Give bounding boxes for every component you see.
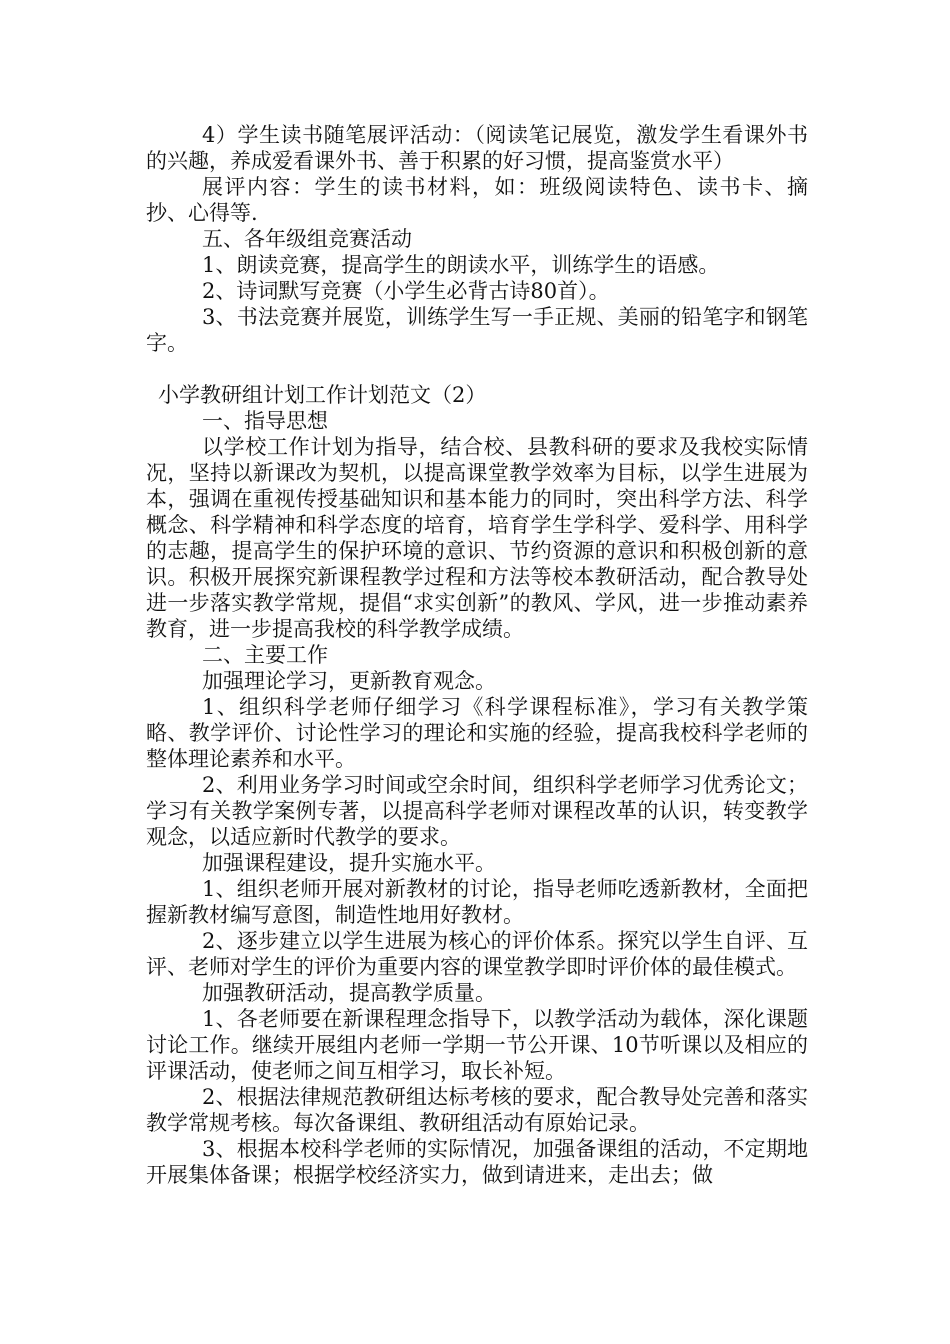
paragraph-exhibit-content: 展评内容：学生的读书材料，如：班级阅读特色、读书卡、摘抄、心得等.	[146, 175, 808, 225]
paragraph-curriculum-item-2: 2、逐步建立以学生进展为核心的评价体系。探究以学生自评、互评、老师对学生的评价为重要内容的课堂教学即时评价体的最佳模式。	[146, 929, 808, 979]
document-body	[146, 122, 808, 1188]
paragraph-calligraphy-contest: 3、书法竞赛并展览，训练学生写一手正规、美丽的铅笔字和钢笔字。	[146, 305, 808, 355]
paragraph-theory-item-1: 1、组织科学老师仔细学习《科学课程标准》，学习有关教学策略、教学评价、讨论性学习的理论和实施的经验，提高我校科学老师的整体理论素养和水平。	[146, 695, 808, 771]
paragraph-reading-notes: 4）学生读书随笔展评活动：（阅读笔记展览，激发学生看课外书的兴趣，养成爱看课外书、善于积累的好习惯，提高鉴赏水平）	[146, 123, 808, 173]
heading-grade-competitions: 五、各年级组竞赛活动	[202, 227, 412, 251]
paragraph-teaching-research: 加强教研活动，提高教学质量。	[202, 981, 496, 1005]
paragraph-reading-contest: 1、朗读竞赛，提高学生的朗读水平，训练学生的语感。	[202, 253, 720, 277]
heading-main-work: 二、主要工作	[202, 643, 328, 667]
paragraph-theory-item-2: 2、利用业务学习时间或空余时间，组织科学老师学习优秀论文；学习有关教学案例专著，以提高科学老师对课程改革的认识，转变教学观念，以适应新时代教学的要求。	[146, 773, 808, 849]
paragraph-theory-study: 加强理论学习，更新教育观念。	[202, 669, 496, 693]
paragraph-research-item-2: 2、根据法律规范教研组达标考核的要求，配合教导处完善和落实教学常规考核。每次备课组、教研组活动有原始记录。	[146, 1085, 808, 1135]
paragraph-curriculum: 加强课程建设，提升实施水平。	[202, 851, 496, 875]
heading-guiding-ideology: 一、指导思想	[202, 409, 328, 433]
paragraph-guiding-ideology: 以学校工作计划为指导，结合校、县教科研的要求及我校实际情况，坚持以新课改为契机，以提高课堂教学效率为目标，以学生进展为本，强调在重视传授基础知识和基本能力的同时，突出科学方法、科学概念、科学精神和科学态度的培育，培育学生学科学、爱科学、用科学的志趣，提高学生的保护环境的意识、节约资源的意识和积极创新的意识。积极开展探究新课程教学过程和方法等校本教研活动，配合教导处进一步落实教学常规，提倡“求实创新”的教风、学风，进一步推动素养教育，进一步提高我校的科学教学成绩。	[146, 435, 808, 641]
paragraph-research-item-1: 1、各老师要在新课程理念指导下，以教学活动为载体，深化课题讨论工作。继续开展组内老师一学期一节公开课、10节听课以及相应的评课活动，使老师之间互相学习，取长补短。	[146, 1007, 808, 1083]
paragraph-research-item-3: 3、根据本校科学老师的实际情况，加强备课组的活动，不定期地开展集体备课；根据学校经济实力，做到请进来，走出去；做	[146, 1137, 808, 1187]
section-title: 小学教研组计划工作计划范文（2）	[158, 383, 487, 407]
paragraph-curriculum-item-1: 1、组织老师开展对新教材的讨论，指导老师吃透新教材，全面把握新教材编写意图，制造性地用好教材。	[146, 877, 808, 927]
paragraph-poetry-contest: 2、诗词默写竞赛（小学生必背古诗80首）。	[202, 279, 610, 303]
